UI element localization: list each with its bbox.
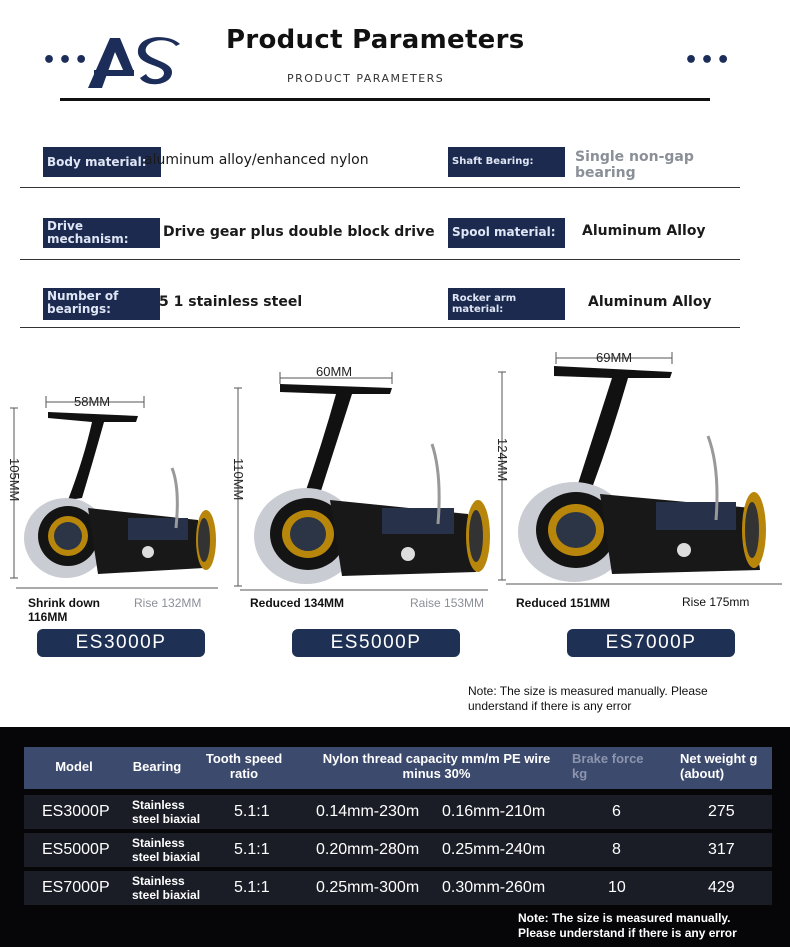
cell-net-weight: 317 <box>708 841 735 858</box>
page-title: Product Parameters <box>226 25 525 55</box>
cell-capacity-nylon: 0.25mm-300m <box>316 879 420 896</box>
model-pill-es3000p: ES3000P <box>37 629 205 657</box>
spec-row-2 <box>20 210 740 260</box>
model-pill-es5000p: ES5000P <box>292 629 460 657</box>
model-pill-es7000p: ES7000P <box>567 629 735 657</box>
reel-es5000p-width: 60MM <box>316 364 353 379</box>
spec-value-shaft-bearing: Single non-gap bearing <box>575 149 694 181</box>
cell-bearing: Stainless steel biaxial <box>132 798 201 826</box>
spec-row-1 <box>20 140 740 188</box>
reel-es7000p-illustration <box>496 348 786 618</box>
table-header-net-weight: Net weight g (about) <box>680 751 758 781</box>
reel-es5000p-illustration <box>232 364 492 624</box>
cell-model: ES3000P <box>42 803 110 820</box>
reel-es3000p-reduced: Shrink down 116MM <box>28 596 100 624</box>
spec-label-spool-material: Spool material: <box>448 218 565 248</box>
cell-net-weight: 429 <box>708 879 735 896</box>
spec-value-rocker-arm-material: Aluminum Alloy <box>588 294 712 310</box>
page-subtitle: PRODUCT PARAMETERS <box>287 72 445 85</box>
table-header-bearing: Bearing <box>132 759 182 774</box>
reel-es7000p-reduced: Reduced 151MM <box>516 596 611 610</box>
table-row <box>24 795 772 829</box>
table-header-brake-force: Brake force kg <box>572 751 644 781</box>
reel-es5000p-height: 110MM <box>231 458 246 501</box>
brand-logo <box>84 32 184 92</box>
cell-brake-force: 8 <box>612 841 621 858</box>
table-header-nylon-capacity: Nylon thread capacity mm/m PE wire minus 30% <box>322 751 551 781</box>
measurement-note: Note: The size is measured manually. Please understand if there is any error <box>468 684 708 713</box>
spec-label-rocker-arm-material: Rocker arm material: <box>448 288 565 320</box>
cell-brake-force: 10 <box>608 879 626 896</box>
table-row <box>24 833 772 867</box>
cell-ratio: 5.1:1 <box>234 879 270 896</box>
cell-ratio: 5.1:1 <box>234 803 270 820</box>
table-header-tooth-speed-ratio: Tooth speed ratio <box>205 751 283 781</box>
spec-label-drive-mechanism: Drive mechanism: <box>43 218 160 248</box>
table-header-row <box>24 747 772 789</box>
reel-illustrations <box>0 340 790 660</box>
cell-capacity-pe: 0.25mm-240m <box>442 841 546 858</box>
cell-capacity-pe: 0.30mm-260m <box>442 879 546 896</box>
table-header-model: Model <box>55 759 93 774</box>
header <box>0 0 790 110</box>
spec-value-spool-material: Aluminum Alloy <box>582 223 706 239</box>
spec-value-drive-mechanism: Drive gear plus double block drive <box>163 224 435 240</box>
reel-es5000p-reduced: Reduced 134MM <box>250 596 345 610</box>
cell-capacity-pe: 0.16mm-210m <box>442 803 546 820</box>
decorative-dots-right: ••• <box>684 48 733 73</box>
reel-es3000p-width: 58MM <box>74 394 111 409</box>
cell-ratio: 5.1:1 <box>234 841 270 858</box>
reel-es7000p-width: 69MM <box>596 350 633 365</box>
cell-bearing: Stainless steel biaxial <box>132 836 201 864</box>
reel-es7000p-rise: Rise 175mm <box>682 595 750 609</box>
table-note: Note: The size is measured manually. Please understand if there is any error <box>518 911 737 940</box>
spec-value-number-of-bearings: 5 1 stainless steel <box>159 294 303 310</box>
reel-es5000p-rise: Raise 153MM <box>410 596 485 610</box>
reel-es3000p-illustration <box>8 388 228 628</box>
header-divider <box>60 98 710 101</box>
spec-label-number-of-bearings: Number of bearings: <box>43 288 160 320</box>
cell-model: ES5000P <box>42 841 110 858</box>
reel-es3000p-height: 105MM <box>7 458 22 502</box>
reel-es7000p-height: 124MM <box>495 438 510 482</box>
spec-table <box>0 727 790 947</box>
spec-row-3 <box>20 280 740 328</box>
spec-label-shaft-bearing: Shaft Bearing: <box>448 147 565 177</box>
cell-net-weight: 275 <box>708 803 735 820</box>
spec-value-body-material: aluminum alloy/enhanced nylon <box>144 152 369 168</box>
cell-capacity-nylon: 0.20mm-280m <box>316 841 420 858</box>
cell-bearing: Stainless steel biaxial <box>132 874 201 902</box>
cell-capacity-nylon: 0.14mm-230m <box>316 803 420 820</box>
cell-brake-force: 6 <box>612 803 621 820</box>
decorative-dots-left: ••• <box>42 48 91 73</box>
table-row <box>24 871 772 905</box>
reel-es3000p-rise: Rise 132MM <box>134 596 202 610</box>
cell-model: ES7000P <box>42 879 110 896</box>
spec-label-body-material: Body material: <box>43 147 161 177</box>
